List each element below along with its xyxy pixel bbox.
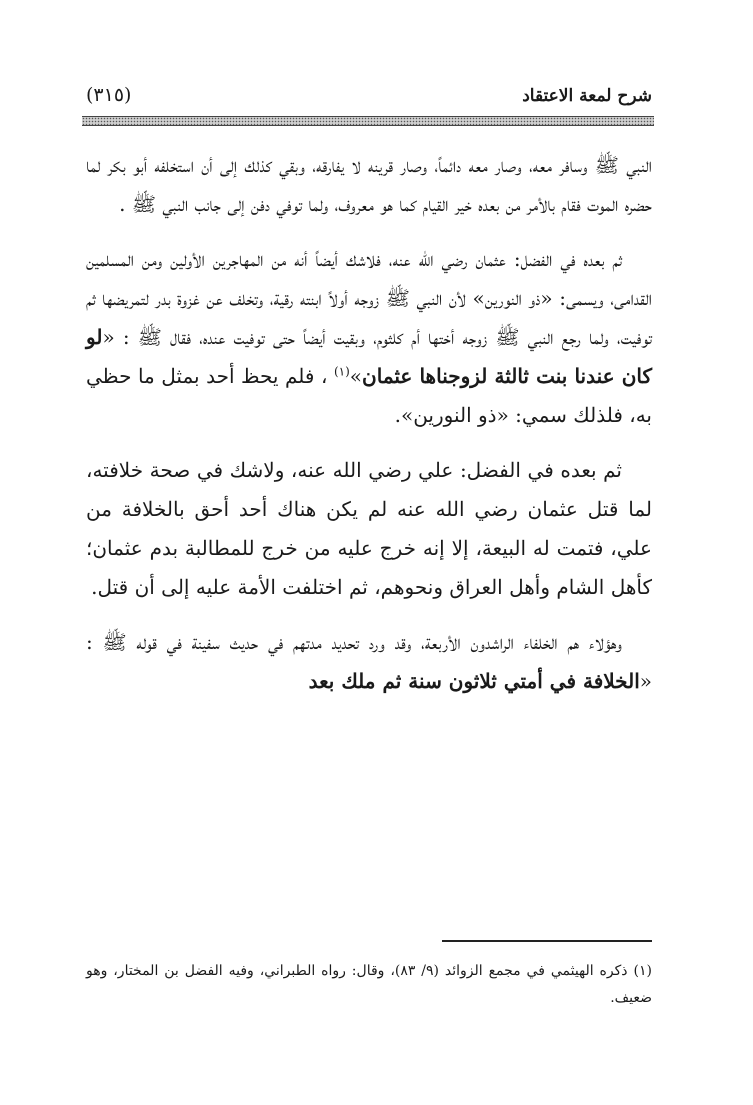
footnote-divider — [442, 940, 652, 942]
footnote-text: ذكره الهيثمي في مجمع الزوائد (٩/ ٨٣)، وقال: رواه الطبراني، وفيه الفضل بن المختار، وهو ضعيف. — [86, 963, 652, 1006]
footnote-number: (١) — [633, 963, 652, 979]
paragraph: ثم بعده في الفضل: عثمان رضي الله عنه، فلاشك أيضاً أنه من المهاجرين الأولين ومن المسلمين القدامى، ويسمى: «ذو النورين» لأن النبي ﷺ زوجه أولاً ابنته رقية، وتخلف عن غزوة بدر لتمريضها ثم توفيت، ولما رجع النبي ﷺ زوجه أختها أم كلثوم، وبقيت أيضاً حتى توفيت عنده، فقال ﷺ : «لو كان عندنا بنت ثالثة لزوجناها عثمان»$^{(١)}$ ، فلم يحظ أحد بمثل ما حظي به، فلذلك سمي: «ذو النورين». — [86, 247, 653, 427]
paragraph: النبي ﷺ وسافر معه، وصار معه دائماً، وصار قرينه لا يفارقه، وبقي كذلك إلى أن استخلفه أبو بكر لما حضره الموت فقام بالأمر من بعده خير القيام كما هو معروف، ولما توفي دفن إلى جانب النبي ﷺ . — [86, 153, 652, 216]
hadith-quote: الخلافة في أمتي ثلاثون سنة ثم ملك بعد — [308, 669, 640, 693]
paragraph: ثم بعده في الفضل: علي رضي الله عنه، ولاشك في صحة خلافته، لما قتل عثمان رضي الله عنه لم يكن هناك أحد أحق بالخلافة من علي، فتمت له البيعة، إلا إنه خرج عليه من خرج للمطالبة بدم عثمان؛ كأهل الشام وأهل العراق ونحوهم، ثم اختلفت الأمة عليه إلى أن قتل. — [86, 458, 652, 599]
footnote — [86, 958, 652, 1012]
book-title: شرح لمعة الاعتقاد — [522, 86, 652, 106]
page-number: (٣١٥) — [86, 84, 132, 106]
running-header — [86, 84, 652, 114]
main-text — [86, 146, 652, 717]
paragraph: وهؤلاء هم الخلفاء الراشدون الأربعة، وقد ورد تحديد مدتهم في حديث سفينة في قوله ﷺ : «الخلافة في أمتي ثلاثون سنة ثم ملك بعد — [86, 630, 652, 693]
hadith-quote: لو كان عندنا بنت ثالثة لزوجناها عثمان — [86, 325, 653, 388]
header-divider — [82, 116, 654, 126]
footnote-marker: (١) — [333, 364, 350, 379]
